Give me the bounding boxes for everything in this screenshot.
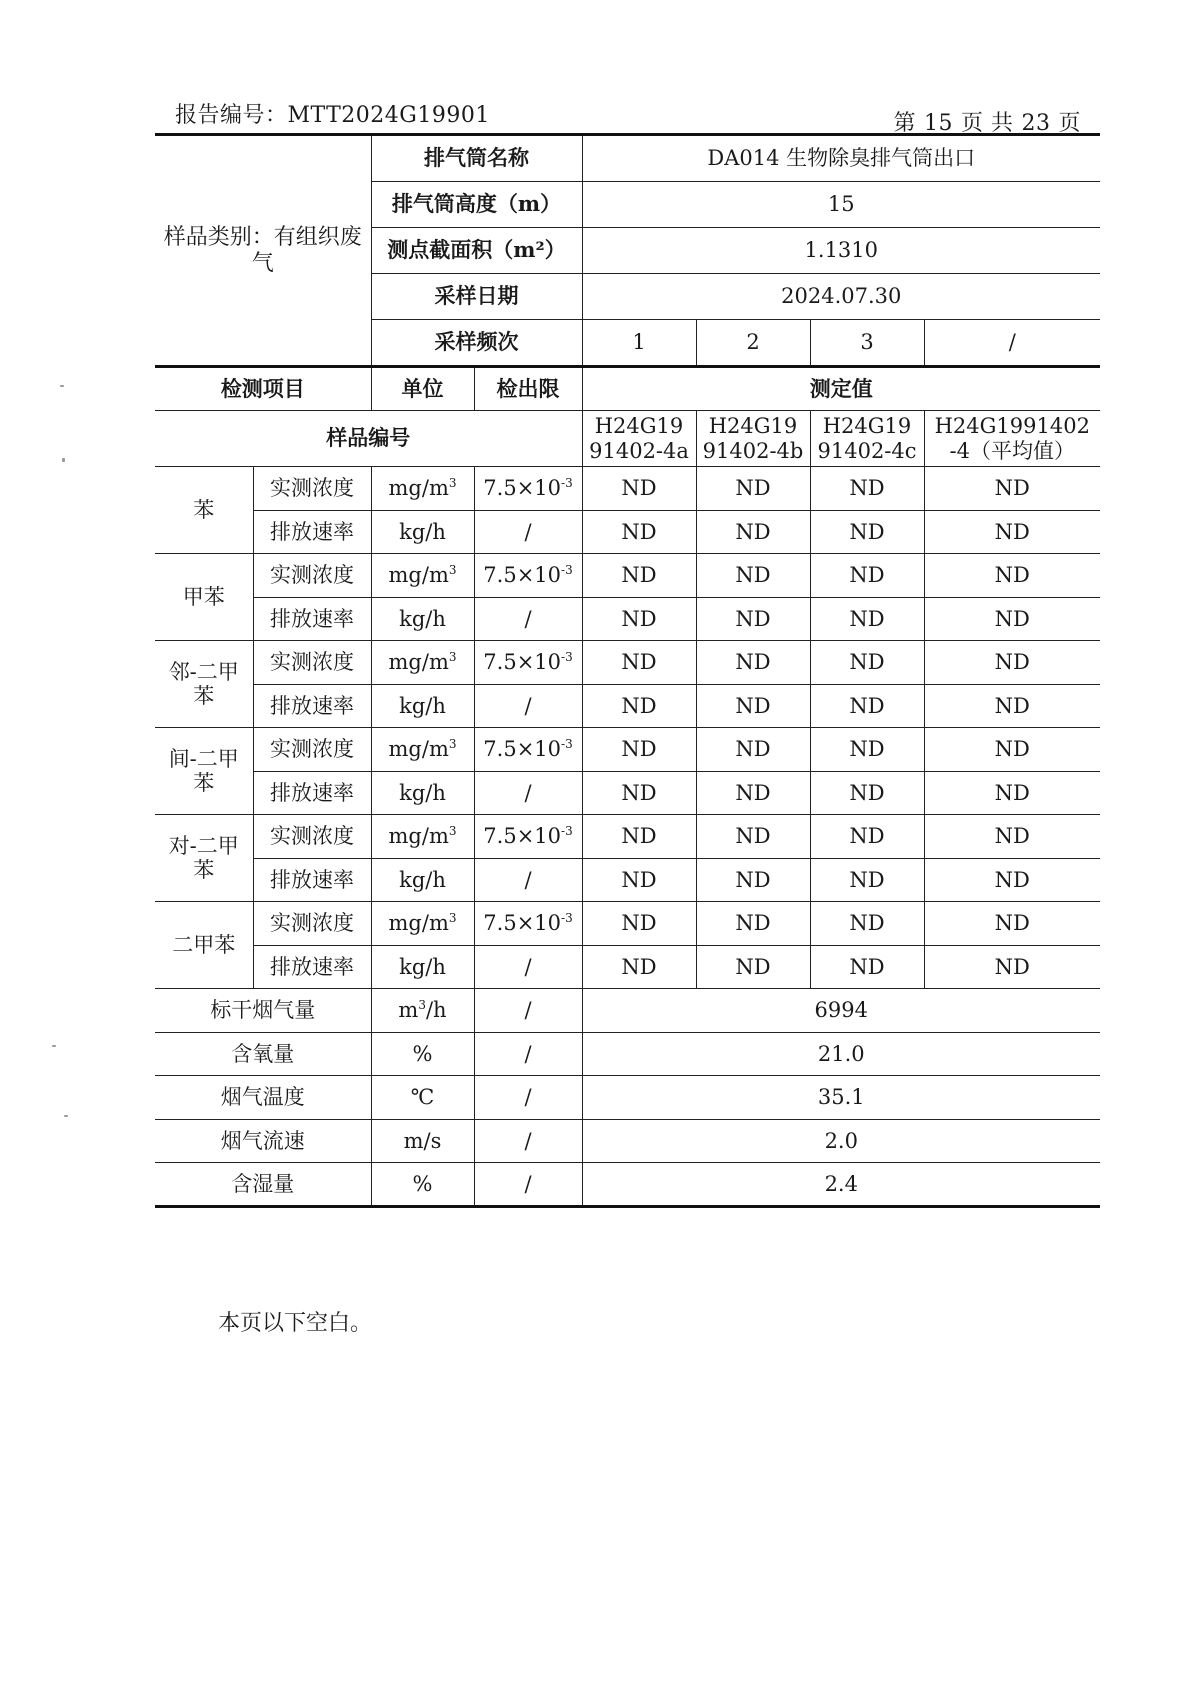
- detection-limit-cell: /: [474, 1076, 582, 1120]
- measured-value-cell: ND: [924, 771, 1100, 815]
- limit-base: 7.5×10: [483, 737, 562, 762]
- unit-base: mg/m: [388, 824, 449, 849]
- unit-base: m: [398, 998, 419, 1023]
- detection-limit-cell: [474, 467, 582, 511]
- pollutant-row: [155, 510, 1100, 554]
- unit-superscript: 3: [448, 824, 457, 839]
- measured-value-cell: ND: [696, 815, 810, 859]
- measured-value-cell: ND: [582, 510, 696, 554]
- limit-base: 7.5×10: [483, 563, 562, 588]
- detection-limit-cell: /: [474, 1163, 582, 1207]
- limit-superscript: -3: [561, 476, 573, 491]
- measured-value-cell: ND: [696, 597, 810, 641]
- col-header-limit: 检出限: [474, 367, 582, 411]
- measured-value-cell: ND: [810, 684, 924, 728]
- measured-value-cell: ND: [696, 902, 810, 946]
- measured-value-cell: ND: [924, 858, 1100, 902]
- unit-base: %: [412, 1171, 433, 1196]
- flue-param-value: 6994: [582, 989, 1100, 1033]
- limit-base: /: [524, 519, 532, 544]
- frequency-cell: 3: [810, 320, 924, 367]
- measured-value-cell: ND: [582, 554, 696, 598]
- limit-base: 7.5×10: [483, 476, 562, 501]
- unit-cell: [371, 554, 474, 598]
- measured-value-cell: ND: [696, 771, 810, 815]
- frequency-cell: 1: [582, 320, 696, 367]
- limit-base: 7.5×10: [483, 911, 562, 936]
- measured-value-cell: ND: [924, 554, 1100, 598]
- unit-superscript: 3: [448, 563, 457, 578]
- unit-base: mg/m: [388, 563, 449, 588]
- detection-limit-cell: /: [474, 1032, 582, 1076]
- flue-param-value: 21.0: [582, 1032, 1100, 1076]
- detection-limit-cell: [474, 510, 582, 554]
- unit-tail: /h: [425, 998, 447, 1023]
- report-number-label: 报告编号：: [175, 103, 288, 128]
- unit-base: kg/h: [399, 780, 446, 805]
- detection-limit-cell: [474, 597, 582, 641]
- detection-limit-cell: /: [474, 989, 582, 1033]
- parameter-cell: 排放速率: [253, 684, 371, 728]
- measured-value-cell: ND: [924, 467, 1100, 511]
- limit-base: 7.5×10: [483, 650, 562, 675]
- page-mid: 页 共: [960, 111, 1014, 136]
- measured-value-cell: ND: [810, 945, 924, 989]
- unit-cell: [371, 467, 474, 511]
- measured-value-cell: ND: [810, 728, 924, 772]
- unit-base: mg/m: [388, 650, 449, 675]
- unit-superscript: 3: [448, 737, 457, 752]
- measured-value-cell: ND: [924, 728, 1100, 772]
- scan-speck: [62, 458, 65, 462]
- measured-value-cell: ND: [582, 771, 696, 815]
- detection-limit-cell: [474, 771, 582, 815]
- unit-base: mg/m: [388, 476, 449, 501]
- pollutant-row: [155, 597, 1100, 641]
- unit-cell: [371, 597, 474, 641]
- frequency-cell: 2: [696, 320, 810, 367]
- pollutant-name: 邻-二甲苯: [155, 641, 253, 728]
- sample-id-cell: H24G19 91402-4b: [696, 411, 810, 467]
- parameter-cell: 排放速率: [253, 858, 371, 902]
- flue-param-value: 2.4: [582, 1163, 1100, 1207]
- parameter-cell: 实测浓度: [253, 554, 371, 598]
- unit-base: kg/h: [399, 606, 446, 631]
- measured-value-cell: ND: [696, 641, 810, 685]
- blank-below-note: 本页以下空白。: [218, 1311, 373, 1336]
- measured-value-cell: ND: [696, 728, 810, 772]
- measured-value-cell: ND: [810, 641, 924, 685]
- unit-base: mg/m: [388, 737, 449, 762]
- report-number: [175, 98, 490, 129]
- stack-height-value: 15: [582, 182, 1100, 228]
- unit-base: ℃: [410, 1085, 435, 1110]
- measured-value-cell: ND: [582, 597, 696, 641]
- parameter-cell: 排放速率: [253, 510, 371, 554]
- flue-param-name: 烟气流速: [155, 1119, 371, 1163]
- detection-limit-cell: [474, 815, 582, 859]
- parameter-cell: 排放速率: [253, 945, 371, 989]
- limit-base: /: [524, 693, 532, 718]
- measured-value-cell: ND: [582, 641, 696, 685]
- pollutant-row: [155, 771, 1100, 815]
- limit-superscript: -3: [561, 911, 573, 926]
- page-total: 23: [1021, 111, 1051, 136]
- flue-gas-row: [155, 1076, 1100, 1120]
- measured-value-cell: ND: [810, 597, 924, 641]
- flue-gas-row: [155, 989, 1100, 1033]
- unit-cell: [371, 815, 474, 859]
- pollutant-name: 间-二甲苯: [155, 728, 253, 815]
- measured-value-cell: ND: [924, 597, 1100, 641]
- flue-gas-row: [155, 1119, 1100, 1163]
- scan-speck: [64, 1115, 68, 1117]
- measured-value-cell: ND: [582, 858, 696, 902]
- unit-cell: [371, 945, 474, 989]
- pollutant-row: [155, 858, 1100, 902]
- measured-value-cell: ND: [696, 945, 810, 989]
- limit-superscript: -3: [561, 563, 573, 578]
- unit-cell: [371, 1119, 474, 1163]
- exhaust-test-table: [155, 133, 1100, 1208]
- measured-value-cell: ND: [582, 815, 696, 859]
- measured-value-cell: ND: [810, 858, 924, 902]
- unit-base: kg/h: [399, 519, 446, 544]
- detection-limit-cell: [474, 641, 582, 685]
- unit-base: mg/m: [388, 911, 449, 936]
- measured-value-cell: ND: [924, 945, 1100, 989]
- pollutant-name: 对-二甲苯: [155, 815, 253, 902]
- frequency-cell: /: [924, 320, 1100, 367]
- detection-limit-cell: [474, 554, 582, 598]
- parameter-cell: 实测浓度: [253, 902, 371, 946]
- detection-limit-cell: [474, 902, 582, 946]
- pollutant-name: 二甲苯: [155, 902, 253, 989]
- detection-limit-cell: [474, 945, 582, 989]
- limit-superscript: -3: [561, 650, 573, 665]
- col-header-measured: 测定值: [582, 367, 1100, 411]
- measured-value-cell: ND: [924, 815, 1100, 859]
- pollutant-row: [155, 902, 1100, 946]
- flue-gas-row: [155, 1163, 1100, 1207]
- flue-param-value: 35.1: [582, 1076, 1100, 1120]
- pollutant-row: [155, 684, 1100, 728]
- detection-limit-cell: [474, 684, 582, 728]
- page-prefix: 第: [893, 111, 916, 136]
- pollutant-row: [155, 467, 1100, 511]
- stack-name-value: DA014 生物除臭排气筒出口: [582, 135, 1100, 182]
- measured-value-cell: ND: [924, 510, 1100, 554]
- unit-cell: [371, 641, 474, 685]
- measured-value-cell: ND: [582, 945, 696, 989]
- parameter-cell: 实测浓度: [253, 641, 371, 685]
- measured-value-cell: ND: [810, 815, 924, 859]
- pollutant-row: [155, 728, 1100, 772]
- flue-param-name: 标干烟气量: [155, 989, 371, 1033]
- measured-value-cell: ND: [582, 467, 696, 511]
- measured-value-cell: ND: [582, 728, 696, 772]
- unit-cell: [371, 1163, 474, 1207]
- measured-value-cell: ND: [696, 510, 810, 554]
- col-header-unit: 单位: [371, 367, 474, 411]
- measured-value-cell: ND: [582, 902, 696, 946]
- stack-height-label: 排气筒高度（m）: [371, 182, 582, 228]
- unit-cell: [371, 902, 474, 946]
- measured-value-cell: ND: [924, 902, 1100, 946]
- unit-superscript: 3: [448, 650, 457, 665]
- measured-value-cell: ND: [582, 684, 696, 728]
- unit-superscript: 3: [448, 911, 457, 926]
- unit-superscript: 3: [418, 998, 426, 1013]
- section-area-value: 1.1310: [582, 228, 1100, 274]
- unit-base: kg/h: [399, 954, 446, 979]
- measured-value-cell: ND: [696, 858, 810, 902]
- measured-value-cell: ND: [696, 467, 810, 511]
- unit-base: m/s: [403, 1128, 442, 1153]
- parameter-cell: 实测浓度: [253, 467, 371, 511]
- unit-superscript: 3: [448, 476, 457, 491]
- limit-base: /: [524, 780, 532, 805]
- sample-id-cell: H24G19 91402-4c: [810, 411, 924, 467]
- unit-cell: [371, 771, 474, 815]
- limit-superscript: -3: [561, 737, 573, 752]
- scan-speck: [52, 1045, 56, 1047]
- pollutant-name: 苯: [155, 467, 253, 554]
- measured-value-cell: ND: [924, 641, 1100, 685]
- pollutant-row: [155, 641, 1100, 685]
- pollutant-row: [155, 945, 1100, 989]
- flue-param-name: 含氧量: [155, 1032, 371, 1076]
- parameter-cell: 实测浓度: [253, 728, 371, 772]
- pollutant-name: 甲苯: [155, 554, 253, 641]
- unit-cell: [371, 858, 474, 902]
- parameter-cell: 排放速率: [253, 597, 371, 641]
- page-suffix: 页: [1058, 111, 1081, 136]
- detection-limit-cell: /: [474, 1119, 582, 1163]
- limit-base: /: [524, 606, 532, 631]
- measured-value-cell: ND: [696, 554, 810, 598]
- sampling-date-value: 2024.07.30: [582, 274, 1100, 320]
- detection-limit-cell: [474, 728, 582, 772]
- section-area-label: 测点截面积（m²）: [371, 228, 582, 274]
- unit-cell: [371, 1076, 474, 1120]
- parameter-cell: 排放速率: [253, 771, 371, 815]
- sampling-frequency-label: 采样频次: [371, 320, 582, 367]
- detection-limit-cell: [474, 858, 582, 902]
- pollutant-row: [155, 554, 1100, 598]
- measured-value-cell: ND: [810, 467, 924, 511]
- unit-base: kg/h: [399, 867, 446, 892]
- sampling-date-label: 采样日期: [371, 274, 582, 320]
- sample-category: 样品类别：有组织废气: [155, 135, 371, 367]
- unit-base: kg/h: [399, 693, 446, 718]
- limit-base: 7.5×10: [483, 824, 562, 849]
- flue-param-name: 烟气温度: [155, 1076, 371, 1120]
- measured-value-cell: ND: [810, 771, 924, 815]
- unit-cell: [371, 989, 474, 1033]
- measured-value-cell: ND: [696, 684, 810, 728]
- sample-id-cell: H24G19 91402-4a: [582, 411, 696, 467]
- flue-param-name: 含湿量: [155, 1163, 371, 1207]
- limit-superscript: -3: [561, 824, 573, 839]
- pollutant-row: [155, 815, 1100, 859]
- unit-cell: [371, 510, 474, 554]
- scan-speck: [60, 385, 64, 387]
- stack-name-label: 排气筒名称: [371, 135, 582, 182]
- report-number-value: MTT2024G19901: [287, 103, 490, 128]
- measured-value-cell: ND: [810, 554, 924, 598]
- limit-base: /: [524, 954, 532, 979]
- unit-cell: [371, 728, 474, 772]
- sample-id-cell: H24G1991402 -4（平均值）: [924, 411, 1100, 467]
- limit-base: /: [524, 867, 532, 892]
- unit-cell: [371, 684, 474, 728]
- col-header-item: 检测项目: [155, 367, 371, 411]
- page-current: 15: [923, 111, 953, 136]
- parameter-cell: 实测浓度: [253, 815, 371, 859]
- flue-gas-row: [155, 1032, 1100, 1076]
- measured-value-cell: ND: [810, 902, 924, 946]
- unit-cell: [371, 1032, 474, 1076]
- measured-value-cell: ND: [810, 510, 924, 554]
- flue-param-value: 2.0: [582, 1119, 1100, 1163]
- measured-value-cell: ND: [924, 684, 1100, 728]
- col-header-sample-no: 样品编号: [155, 411, 582, 467]
- unit-base: %: [412, 1041, 433, 1066]
